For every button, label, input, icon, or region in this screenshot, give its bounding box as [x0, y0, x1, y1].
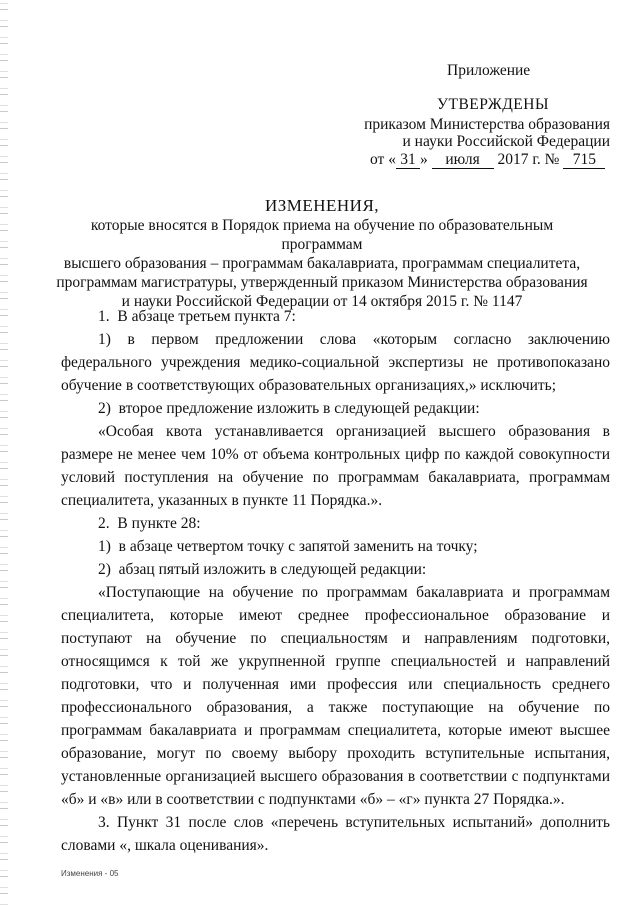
date-day-close: » [419, 151, 428, 168]
date-year-number: 2017 г. № [497, 151, 560, 168]
date-day: 31 [396, 152, 420, 169]
heading-line-1: которые вносятся в Порядок приема на обучение по образовательным программам [90, 217, 554, 253]
date-month: июля [432, 152, 494, 169]
paragraph-4: «Особая квота устанавливается организацией высшего образования в размере не менее чем 10% от объема контрольных цифр по каждой совокупности условий поступления на обучение по программам бакалавриата, программам специалитета, указанных в пункте 11 Порядка.». [61, 423, 610, 509]
order-number: 715 [563, 152, 605, 169]
scan-edge-artifact [0, 0, 8, 905]
date-prefix: от « [370, 151, 396, 168]
heading-line-3: программам магистратуры, утвержденный приказом Министерства образования [56, 274, 588, 291]
paragraph-9: 3. Пункт 31 после слов «перечень вступительных испытаний» дополнить словами «, шкала оценивания». [61, 814, 610, 854]
approval-date-line [370, 151, 605, 169]
document-body [61, 305, 610, 857]
heading-line-4: и науки Российской Федерации от 14 октября 2015 г. № 1147 [121, 293, 523, 310]
approval-line-1: приказом Министерства образования [364, 116, 610, 133]
appendix-label: Приложение [447, 62, 531, 79]
document-heading [50, 196, 594, 311]
paragraph-8: «Поступающие на обучение по программам бакалавриата и программам специалитета, которые имеют среднее профессиональное образование и поступают на обучение по специальностям и направлениям подготовки, относящимся к той же укрупненной группе специальностей и направлений подготовки, что и полученная ими профессия или специальность среднего профессионального образования, а также поступающие на обучение по программам бакалавриата и программам специалитета, которые имеют высшее образование, могут по своему выбору проходить вступительные испытания, установленные организацией высшего образования в соответствии с подпунктами «б» и «в» или в соответствии с подпунктами «б» – «г» пункта 27 Порядка.». [61, 584, 610, 808]
heading-title: ИЗМЕНЕНИЯ, [264, 196, 380, 215]
approved-label: УТВЕРЖДЕНЫ [437, 96, 549, 113]
paragraph-7: 2) абзац пятый изложить в следующей редакции: [98, 561, 427, 578]
heading-line-2: высшего образования – программам бакалавриата, программам специалитета, [63, 255, 581, 272]
paragraph-5: 2. В пункте 28: [98, 515, 201, 532]
paragraph-1: 1. В абзаце третьем пункта 7: [98, 308, 296, 325]
paragraph-3: 2) второе предложение изложить в следующей редакции: [98, 400, 480, 417]
paragraph-6: 1) в абзаце четвертом точку с запятой заменить на точку; [98, 538, 478, 555]
paragraph-2: 1) в первом предложении слова «которым согласно заключению федерального учреждения медико-социальной экспертизы не противопоказано обучение в соответствующих образовательных организациях,» исключить; [61, 331, 610, 394]
approval-line-2: и науки Российской Федерации [402, 133, 610, 150]
footer-code: Изменения - 05 [61, 869, 119, 878]
